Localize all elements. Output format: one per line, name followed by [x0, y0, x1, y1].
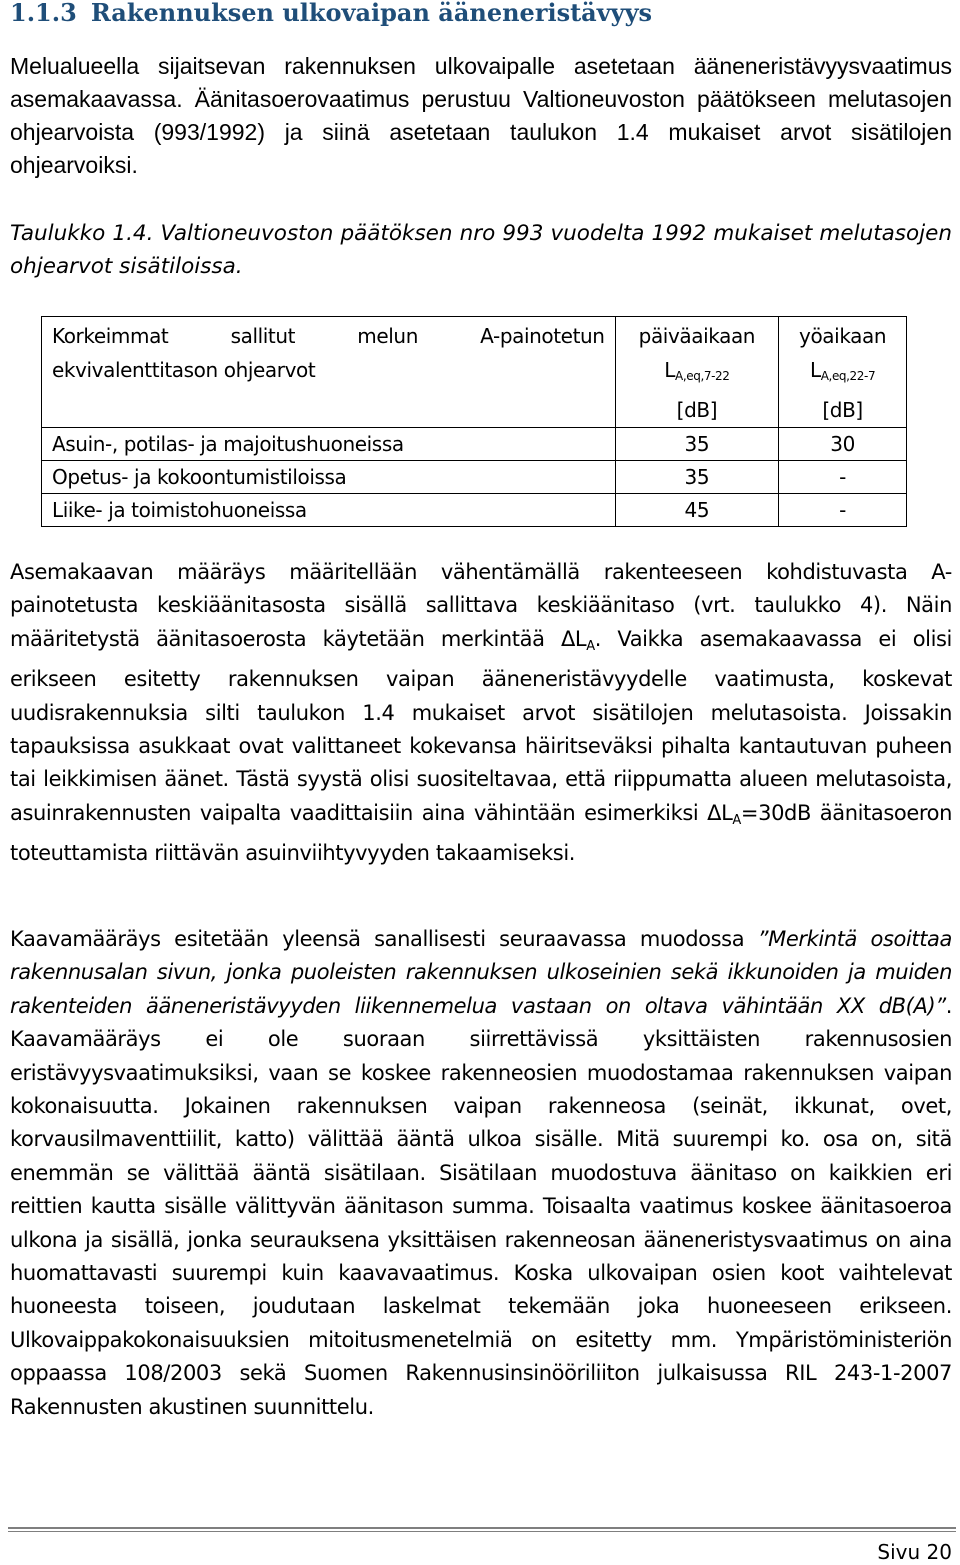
table-header-day-cell — [615, 317, 779, 428]
row-label: Liike- ja toimistohuoneissa — [42, 494, 616, 527]
table-header-night-cell — [779, 317, 907, 428]
definition-text-2: . Vaikka asemakaavassa ei olisi erikseen esitetty rakennuksen vaipan ääneneristävyydelle vaatimusta, koskevat uudisrakennuksia silti taulukon 1.4 mukaiset arvot sisätilojen melutasoista. Joissakin tapauksissa asukkaat ovat valittaneet kokevansa häiritseväksi pihalta kantautuvan puheen tai leikkimisen äänet. Tästä syystä olisi suositeltavaa, että riippumatta alueen melutasoista, asuinrakennusten vaipalta vaadittaisiin aina vähintään esimerkiksi ΔL — [10, 626, 952, 825]
regulation-text-2: . Kaavamääräys ei ole suoraan siirrettävissä yksittäisten rakennusosien eristävyysvaatimuksiksi, vaan se koskee rakenneosien muodostamaa rakennuksen vaipan kokonaisuutta. Jokainen rakennuksen vaipan rakenneosa (seinät, ikkunat, ovet, korvausilmaventtiilit, katto) välittää ääntä ulkoa sisälle. Mitä suurempi ko. osa on, sitä enemmän se välittää ääntä sisätilaan. Sisätilaan muodostuva äänitaso on kaikkien eri reittien kautta sisälle välittyvän äänitason summa. Toisaalta vaatimus koskee äänitasoeroa ulkona ja sisällä, jonka seurauksena yksittäisen rakenneosan ääneneristysvaatimus on aina huomattavasti suurempi kuin kaavavaatimus. Koska ulkovaipan osien koot vaihtelevat huoneesta toiseen, joudutaan laskelmat tekemään joka huoneeseen erikseen. Ulkovaippakokonaisuuksien mitoitusmenetelmiä on esitetty mm. Ympäristöministeriön oppaassa 108/2003 sekä Suomen Rakennusinsinööriliiton julkaisussa RIL 243-1-2007 Rakennusten akustinen suunnittelu. — [10, 993, 952, 1419]
row-day-value: 35 — [615, 428, 779, 461]
intro-paragraph: Melualueella sijaitsevan rakennuksen ulkovaipalle asetetaan ääneneristävyysvaatimus asemakaavassa. Äänitasoerovaatimus perustuu Valtioneuvoston päätökseen melutasojen ohjearvoista (993/1992) ja siinä asetetaan taulukon 1.4 mukaiset arvot sisätilojen ohjearvoiksi. — [10, 53, 952, 178]
table-header-label-cell — [42, 317, 616, 428]
night-unit: [dB] — [822, 398, 863, 422]
regulation-paragraph — [10, 923, 952, 1424]
row-night-value: - — [779, 494, 907, 527]
night-label: yöaikaan — [799, 324, 887, 348]
definition-paragraph — [10, 556, 952, 871]
night-symbol-subscript: A,eq,22-7 — [820, 369, 876, 383]
table-row — [42, 494, 907, 527]
footer-rule-thin — [8, 1531, 956, 1532]
section-heading — [10, 0, 652, 27]
footer-rule — [8, 1527, 956, 1529]
row-day-value: 35 — [615, 461, 779, 494]
table-header-label: Korkeimmat sallitut melun A-painotetun ekvivalenttitason ohjearvot — [52, 324, 605, 382]
night-symbol-letter: L — [809, 358, 821, 382]
definition-text-3: =30dB äänitasoeron toteuttamista riittävän asuinviihtyvyyden takaamiseksi. — [10, 800, 952, 866]
row-night-value: - — [779, 461, 907, 494]
definition-text-1: Asemakaavan määräys määritellään vähentämällä rakenteeseen kohdistuvasta A-painotetusta keskiäänitasosta sisällä sallittava keskiäänitaso (vrt. taulukko 4). Näin määritetystä äänitasoerosta käytetään merkintää ΔL — [10, 560, 952, 651]
regulation-quote: ”Merkintä osoittaa rakennusalan sivun, jonka puoleisten rakennuksen ulkoseinien sekä ikkunoiden ja muiden rakenteiden ääneneristävyyden liikennemelua vastaan on oltava vähintään XX dB(A)” — [10, 927, 952, 1018]
day-unit: [dB] — [676, 398, 718, 422]
row-label: Asuin-, potilas- ja majoitushuoneissa — [42, 428, 616, 461]
day-symbol-letter: L — [664, 358, 676, 382]
section-number: 1.1.3 — [10, 0, 77, 27]
delta-l-subscript: A — [586, 638, 595, 654]
noise-limits-table — [41, 316, 907, 527]
regulation-text-1: Kaavamääräys esitetään yleensä sanallisesti seuraavassa muodossa — [10, 927, 758, 951]
row-night-value: 30 — [779, 428, 907, 461]
day-symbol-subscript: A,eq,7-22 — [675, 369, 730, 383]
table-row — [42, 428, 907, 461]
table-header-row — [42, 317, 907, 428]
row-day-value: 45 — [615, 494, 779, 527]
delta-l-subscript: A — [732, 812, 741, 828]
day-label: päiväaikaan — [638, 324, 756, 348]
night-symbol — [789, 353, 896, 393]
table-row — [42, 461, 907, 494]
page-number: Sivu 20 — [877, 1540, 952, 1564]
section-title: Rakennuksen ulkovaipan ääneneristävyys — [90, 0, 653, 27]
day-symbol — [626, 353, 769, 393]
row-label: Opetus- ja kokoontumistiloissa — [42, 461, 616, 494]
table-caption: Taulukko 1.4. Valtioneuvoston päätöksen nro 993 vuodelta 1992 mukaiset melutasojen ohjearvot sisätiloissa. — [10, 221, 952, 279]
